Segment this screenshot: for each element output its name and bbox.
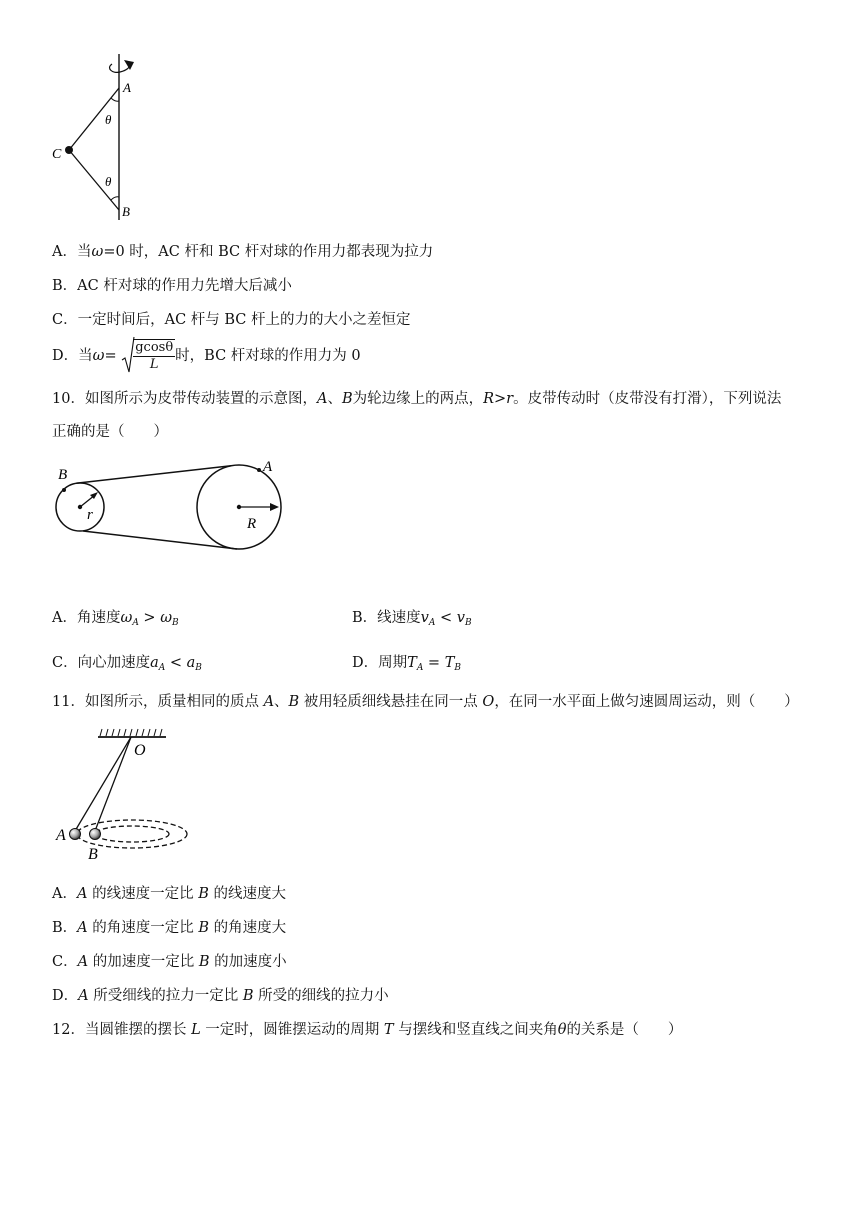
label-b: B [88, 846, 98, 863]
fraction: $\frac{gcos\theta}{L}$ [135, 340, 174, 372]
string-b [95, 737, 131, 831]
rod-ball-figure [50, 52, 150, 224]
ball-b [90, 829, 101, 840]
q11-option-c: C．A 的加速度一定比 B 的加速度小 [52, 954, 287, 970]
label-big-r: R [247, 516, 257, 532]
ball-a [70, 829, 81, 840]
point-b [62, 488, 66, 492]
orbit-inner [95, 826, 169, 842]
q10-stem-line2: 正确的是（ ） [52, 424, 168, 440]
label-b: B [58, 467, 68, 483]
q10-option-b: B．线速度$v_A < v_B$ [352, 610, 472, 628]
belt-drive-figure [50, 455, 290, 555]
rod-bc [69, 150, 119, 210]
sqrt-expression [121, 336, 175, 376]
q10-option-a: A．角速度$\omega_A > \omega_B$ [52, 610, 179, 628]
label-theta-bottom: θ [105, 174, 112, 189]
q10-option-d: D．周期$T_A = T_B$ [352, 655, 461, 673]
q11-stem: 11．如图所示，质量相同的质点 A、B 被用轻质细线悬挂在同一点 O，在同一水平面上做匀速圆周运动，则（ ） [52, 694, 799, 710]
q9-option-b: B．AC 杆对球的作用力先增大后减小 [52, 278, 292, 294]
rod-ac [69, 88, 119, 150]
label-a: A [123, 80, 131, 95]
label-a: A [56, 827, 66, 844]
conical-pendulum-figure [52, 728, 192, 864]
label-r: r [87, 507, 93, 523]
q9-option-c: C．一定时间后，AC 杆与 BC 杆上的力的大小之差恒定 [52, 312, 411, 328]
point-a [257, 468, 261, 472]
q11-option-d: D．A 所受细线的拉力一定比 B 所受的细线的拉力小 [52, 988, 389, 1004]
q11-option-a: A．A 的线速度一定比 B 的线速度大 [52, 886, 286, 902]
q9-option-d: D．当ω= $\frac{gcos\theta}{L}$ 时，BC 杆对球的作用力为 0 [52, 336, 361, 376]
label-b: B [122, 204, 130, 219]
belt-top [76, 466, 231, 484]
label-theta-top: θ [105, 112, 112, 127]
q10-stem-line1: 10．如图所示为皮带传动装置的示意图，A、B为轮边缘上的两点，R>r。皮带传动时（皮带没有打滑），下列说法 [52, 391, 782, 407]
q10-option-c: C．向心加速度$a_A < a_B$ [52, 655, 202, 673]
ball-c [65, 146, 73, 154]
q11-option-b: B．A 的角速度一定比 B 的角速度大 [52, 920, 287, 936]
label-a: A [263, 459, 273, 475]
label-c: C [52, 147, 62, 162]
q9-option-a: A．当ω=0 时，AC 杆和 BC 杆对球的作用力都表现为拉力 [52, 244, 434, 260]
q12-stem: 12．当圆锥摆的摆长 L 一定时，圆锥摆运动的周期 T 与摆线和竖直线之间夹角θ的关系是（ ） [52, 1022, 683, 1038]
string-a [75, 737, 131, 831]
label-o: O [134, 742, 146, 759]
